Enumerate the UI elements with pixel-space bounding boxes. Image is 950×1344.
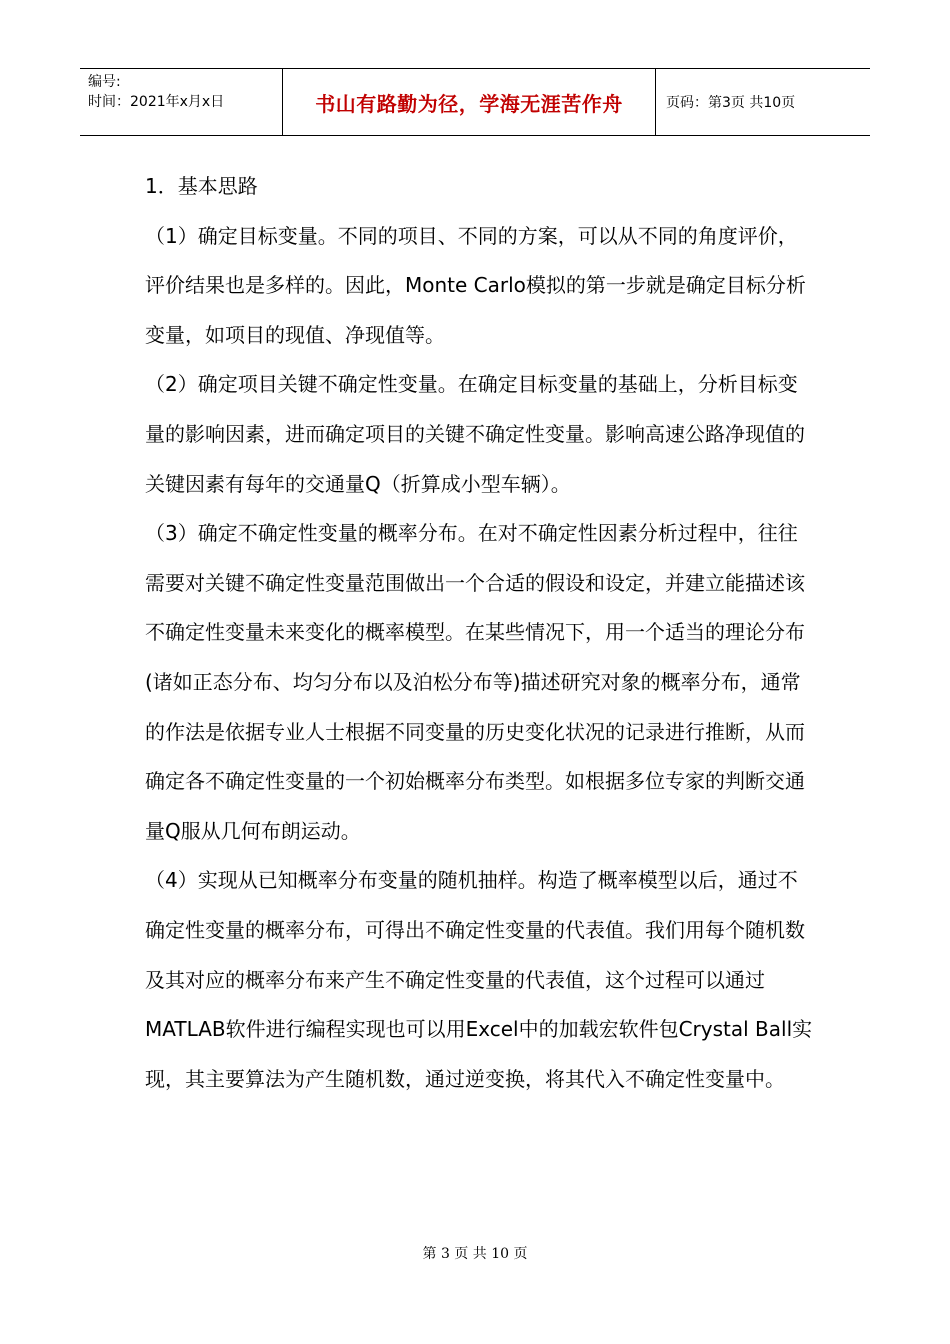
serial-number-label: 编号:: [88, 74, 121, 90]
section-heading: 1．基本思路: [145, 174, 258, 198]
page-header: [80, 68, 870, 136]
header-info-cell: [80, 69, 282, 135]
page-footer: 第 3 页 共 10 页: [422, 1246, 528, 1262]
date-label: 时间：2021年x月x日: [88, 94, 225, 110]
header-page-info: 页码：第3页 共10页: [666, 95, 796, 111]
header-motto: 书山有路勤为径，学海无涯苦作舟: [282, 69, 656, 135]
paragraph-1: （1）确定目标变量。不同的项目、不同的方案，可以从不同的角度评价，评价结果也是多样的。因此，Monte Carlo模拟的第一步就是确定目标分析变量，如项目的现值、净现值等。: [145, 223, 806, 347]
paragraph-3: （3）确定不确定性变量的概率分布。在对不确定性因素分析过程中，往往需要对关键不确定性变量范围做出一个合适的假设和设定，并建立能描述该不确定性变量未来变化的概率模型。在某些情况下，用一个适当的理论分布(诸如正态分布、均匀分布以及泊松分布等)描述研究对象的概率分布，通常的作法是依据专业人士根据不同变量的历史变化状况的记录进行推断，从而确定各不确定性变量的一个初始概率分布类型。如根据多位专家的判断交通量Q服从几何布朗运动。: [145, 521, 805, 843]
document-body: [145, 162, 815, 1104]
paragraph-2: （2）确定项目关键不确定性变量。在确定目标变量的基础上，分析目标变量的影响因素，进而确定项目的关键不确定性变量。影响高速公路净现值的关键因素有每年的交通量Q（折算成小型车辆）。: [145, 372, 805, 496]
paragraph-4: （4）实现从已知概率分布变量的随机抽样。构造了概率模型以后，通过不确定性变量的概率分布，可得出不确定性变量的代表值。我们用每个随机数及其对应的概率分布来产生不确定性变量的代表值，这个过程可以通过MATLAB软件进行编程实现也可以用Excel中的加载宏软件包Crystal Ball实现，其主要算法为产生随机数，通过逆变换，将其代入不确定性变量中。: [145, 868, 813, 1091]
